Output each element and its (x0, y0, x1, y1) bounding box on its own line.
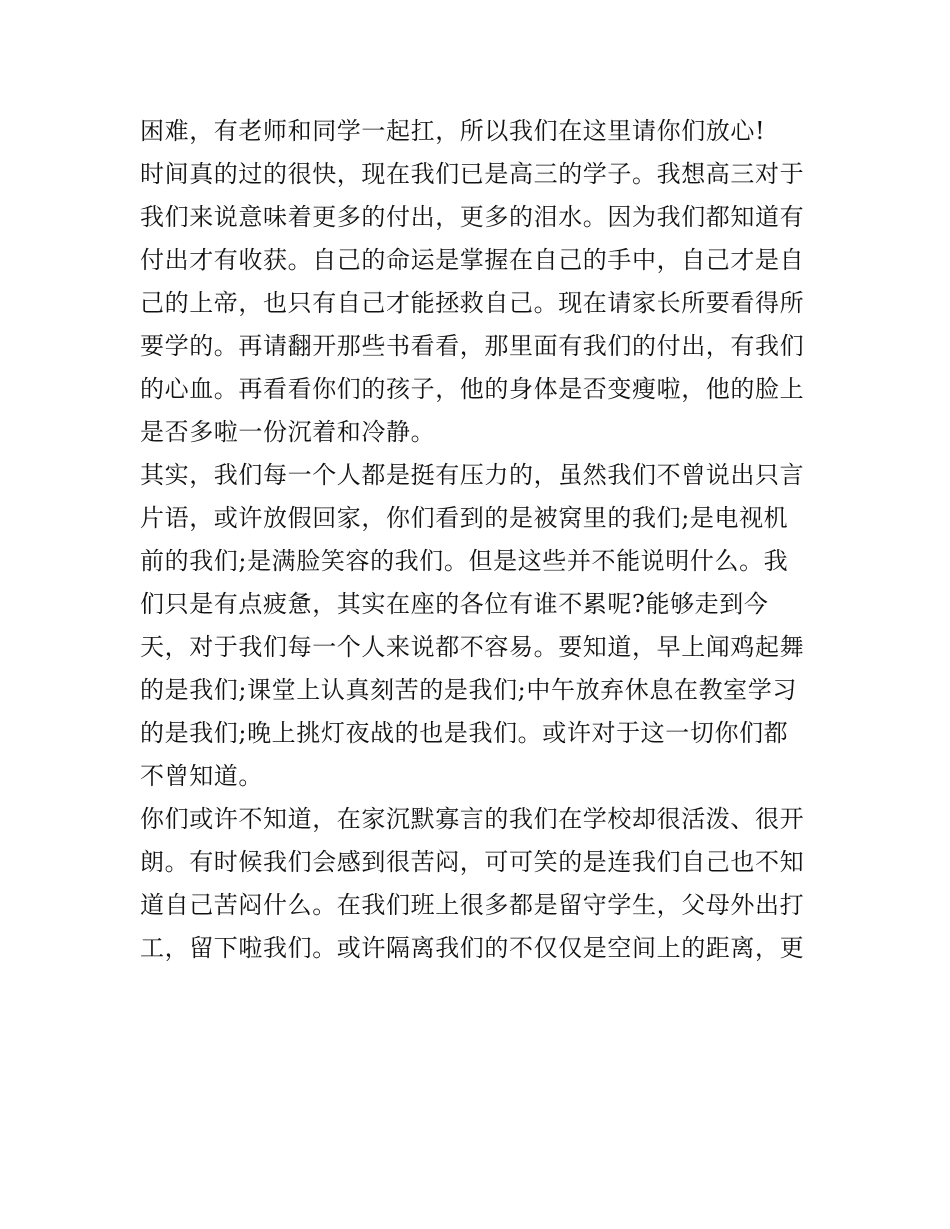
text-line: 道自己苦闷什么。在我们班上很多都是留守学生，父母外出打 (140, 891, 805, 919)
text-line: 的是我们;晚上挑灯夜战的也是我们。或许对于这一切你们都 (140, 719, 789, 747)
text-line: 前的我们;是满脸笑容的我们。但是这些并不能说明什么。我 (140, 547, 789, 575)
text-line: 朗。有时候我们会感到很苦闷，可可笑的是连我们自己也不知 (140, 848, 805, 876)
text-line: 的心血。再看看你们的孩子，他的身体是否变瘦啦，他的脸上 (140, 375, 805, 403)
text-line: 的是我们;课堂上认真刻苦的是我们;中午放弃休息在教室学习 (140, 676, 797, 704)
text-line: 己的上帝，也只有自己才能拯救自己。现在请家长所要看得所 (140, 289, 805, 317)
text-line: 是否多啦一份沉着和冷静。 (140, 418, 436, 446)
text-line: 我们来说意味着更多的付出，更多的泪水。因为我们都知道有 (140, 203, 805, 231)
text-line: 天，对于我们每一个人来说都不容易。要知道，早上闻鸡起舞 (140, 633, 805, 661)
text-line: 其实，我们每一个人都是挺有压力的，虽然我们不曾说出只言 (140, 461, 805, 489)
text-line: 你们或许不知道，在家沉默寡言的我们在学校却很活泼、很开 (140, 805, 805, 833)
text-line: 时间真的过的很快，现在我们已是高三的学子。我想高三对于 (140, 160, 805, 188)
text-line: 们只是有点疲惫，其实在座的各位有谁不累呢?能够走到今 (140, 590, 769, 618)
text-line: 不曾知道。 (140, 762, 263, 790)
body-text (140, 110, 830, 970)
text-line: 工，留下啦我们。或许隔离我们的不仅仅是空间上的距离，更 (140, 934, 805, 962)
text-line: 困难，有老师和同学一起扛，所以我们在这里请你们放心! (140, 117, 766, 145)
text-line: 要学的。再请翻开那些书看看，那里面有我们的付出，有我们 (140, 332, 805, 360)
text-line: 片语，或许放假回家，你们看到的是被窝里的我们;是电视机 (140, 504, 789, 532)
text-line: 付出才有收获。自己的命运是掌握在自己的手中，自己才是自 (140, 246, 805, 274)
